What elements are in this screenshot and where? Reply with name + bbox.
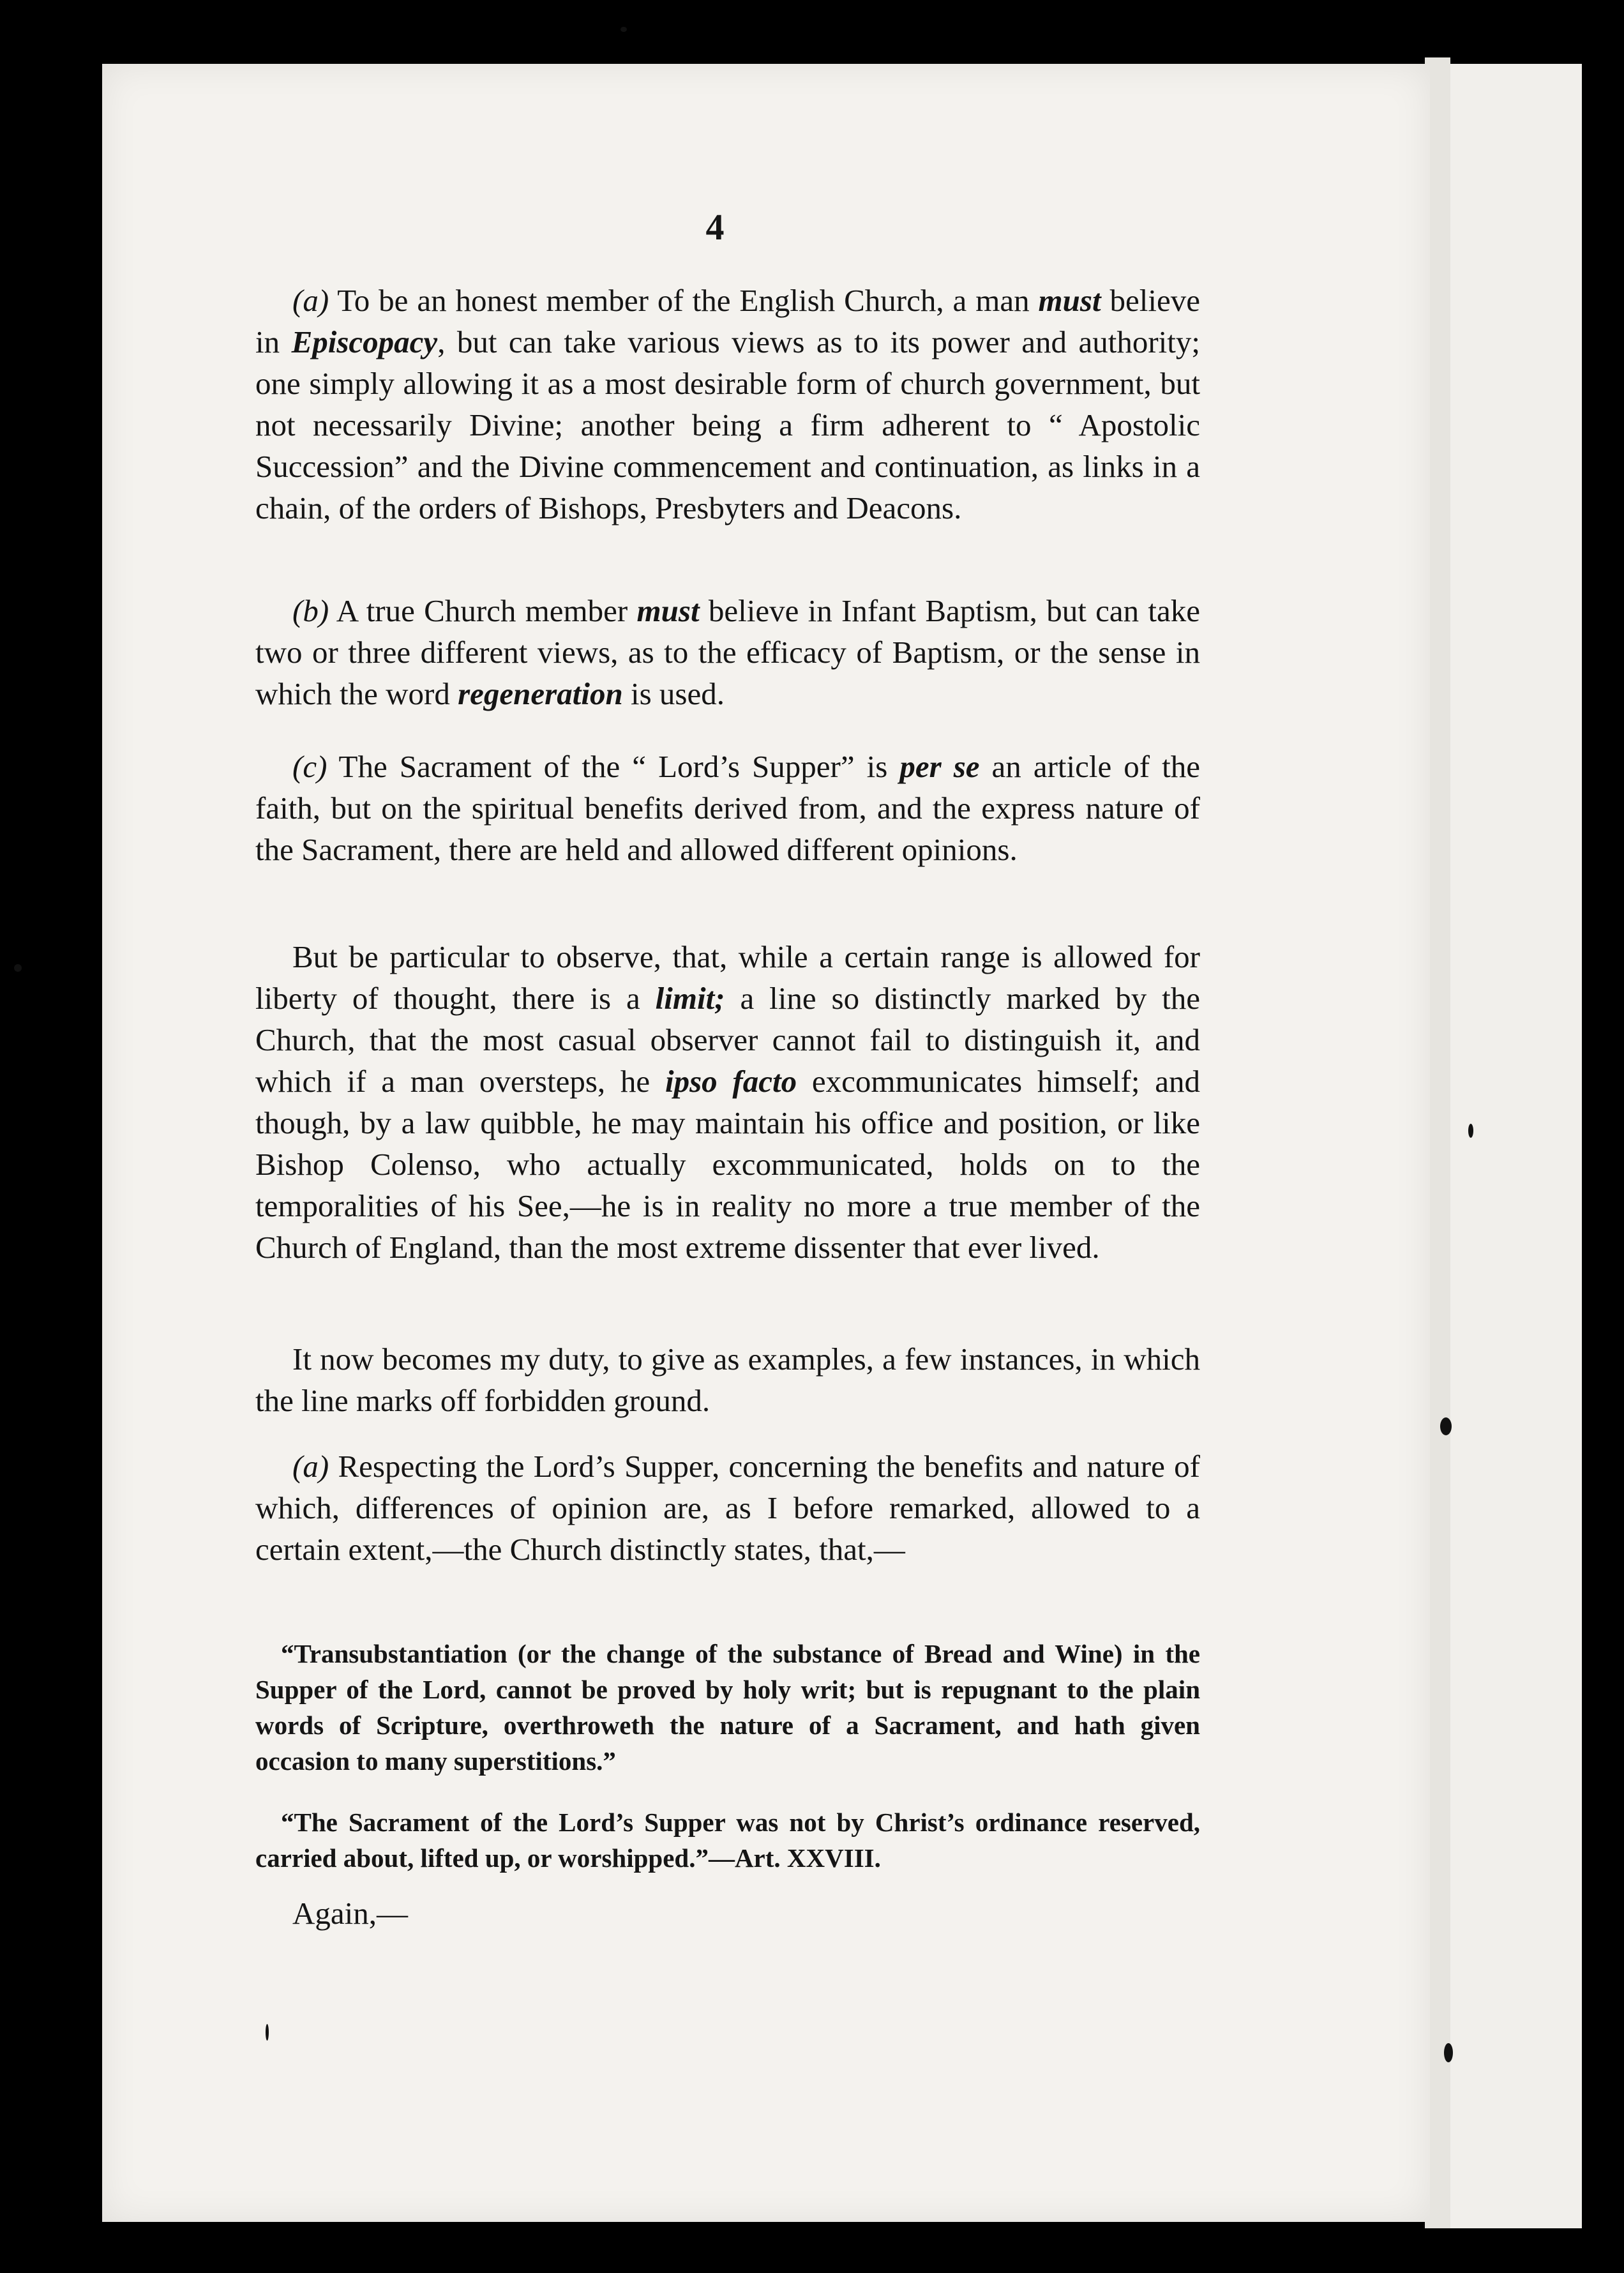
paragraph-marker: (c) bbox=[292, 749, 327, 784]
paragraph-text: Respecting the Lord’s Supper, concerning the benefits and nature of which, differences of opinion are, as I before remarked, allowed to a certain extent,—the Church distinctly states, that,— bbox=[255, 1449, 1200, 1567]
paragraph-text: To be an honest member of the English Church, a man bbox=[329, 283, 1039, 318]
emphasis: must bbox=[636, 593, 700, 628]
paragraph-respecting bbox=[255, 1446, 1200, 1570]
paragraph-text: excommunicates himself; and though, by a law quibble, he may maintain his office and position, or like Bishop Colenso, who actually excommunicated, holds on to the temporalities of his See,—he is in reality no more a true member of the Church of England, than the most extreme dissenter that ever lived. bbox=[255, 1064, 1200, 1265]
margin-speck bbox=[620, 27, 627, 32]
paragraph-marker: (a) bbox=[292, 283, 329, 318]
emphasis: must bbox=[1038, 283, 1101, 318]
paragraph-text: The Sacrament of the “ Lord’s Supper” is bbox=[327, 749, 900, 784]
emphasis: ipso facto bbox=[665, 1064, 797, 1099]
emphasis: regeneration bbox=[458, 676, 623, 711]
paragraph-examples bbox=[255, 1338, 1200, 1421]
page-number: 4 bbox=[705, 206, 725, 248]
paragraph-text: believe in bbox=[255, 283, 1200, 359]
emphasis: Episcopacy bbox=[291, 324, 438, 359]
paragraph-lords-supper bbox=[255, 746, 1200, 870]
margin-speck bbox=[1440, 1417, 1452, 1435]
paragraph-baptism bbox=[255, 590, 1200, 714]
paragraph-again: Again,— bbox=[292, 1896, 408, 1931]
margin-speck bbox=[14, 964, 22, 972]
paragraph-text: , but can take various views as to its power and authority; one simply allowing it as a most desirable form of church government, but not necessarily Divine; another being a firm adherent to “ Apostolic Succession” and the Divine commencement and continuation, as links in a chain, of the orders of Bishops, Presbyters and Deacons. bbox=[255, 324, 1200, 525]
quote-article-xxviii: “The Sacrament of the Lord’s Supper was not by Christ’s ordinance reserved, carried about, lifted up, or worshipped.”—Art. XXVIII. bbox=[255, 1808, 1200, 1873]
quote-transubstantiation: “Transubstantiation (or the change of the substance of Bread and Wine) in the Supper of the Lord, cannot be proved by holy writ; but is repugnant to the plain words of Scripture, overthroweth the nature of a Sacrament, and hath given occasion to many superstitions.” bbox=[255, 1639, 1200, 1776]
paragraph-marker: (b) bbox=[292, 593, 329, 628]
paragraph-marker: (a) bbox=[292, 1449, 329, 1484]
paragraph-text: But be particular to observe, that, while a certain range is allowed for liberty of thought, there is a bbox=[255, 939, 1200, 1016]
paragraph-limit bbox=[255, 936, 1200, 1268]
paragraph-text: believe in Infant Baptism, but can take two or three different views, as to the efficacy of Baptism, or the sense in which the word bbox=[255, 593, 1200, 711]
paragraph-text: an article of the faith, but on the spiritual benefits derived from, and the express nature of the Sacrament, there are held and allowed different opinions. bbox=[255, 749, 1200, 867]
margin-speck bbox=[266, 2024, 269, 2041]
emphasis: limit; bbox=[655, 981, 725, 1016]
paragraph-episcopacy bbox=[255, 280, 1200, 529]
facing-page-edge bbox=[1435, 64, 1582, 2228]
emphasis: per se bbox=[899, 749, 980, 784]
paragraph-text: It now becomes my duty, to give as examples, a few instances, in which the line marks off forbidden ground. bbox=[255, 1341, 1200, 1418]
paragraph-text: a line so distinctly marked by the Church, that the most casual observer cannot fail to distinguish it, and which if a man oversteps, he bbox=[255, 981, 1200, 1099]
margin-speck bbox=[1444, 2043, 1453, 2062]
margin-speck bbox=[1468, 1124, 1473, 1138]
paragraph-text: is used. bbox=[622, 676, 725, 711]
paragraph-text: A true Church member bbox=[329, 593, 637, 628]
